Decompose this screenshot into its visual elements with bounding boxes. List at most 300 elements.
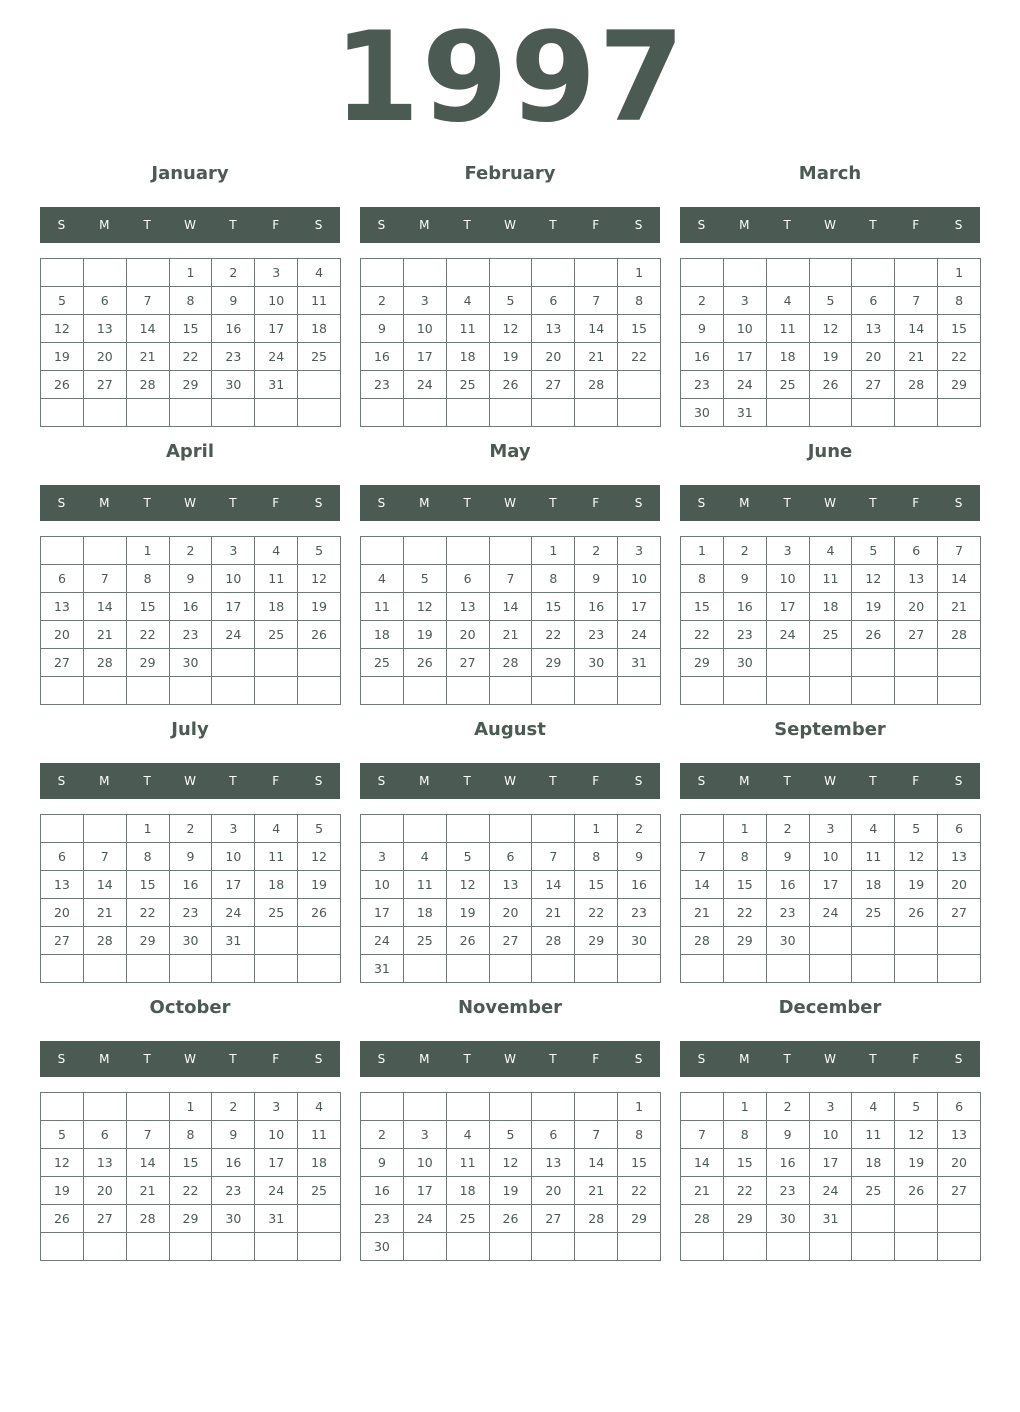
day-cell: 12 [447, 871, 490, 899]
day-cell: 26 [895, 1177, 938, 1205]
day-cell: 21 [127, 1177, 170, 1205]
day-cell: 29 [938, 371, 981, 399]
day-cell: 14 [895, 315, 938, 343]
empty-cell [938, 927, 981, 955]
day-cell: 11 [404, 871, 447, 899]
weekday-label: T [463, 1052, 471, 1066]
weekday-label: F [592, 774, 600, 788]
day-cell: 8 [681, 565, 724, 593]
day-cell: 28 [575, 1205, 618, 1233]
day-cell: 14 [681, 871, 724, 899]
empty-cell [681, 955, 724, 983]
empty-cell [298, 371, 341, 399]
day-cell: 8 [724, 843, 767, 871]
weekday-label: T [869, 774, 877, 788]
day-cell: 25 [852, 899, 895, 927]
empty-cell [170, 1233, 213, 1261]
weekday-label: F [272, 774, 280, 788]
day-cell: 11 [255, 565, 298, 593]
empty-cell [404, 399, 447, 427]
weekday-label: F [912, 1052, 920, 1066]
day-cell: 27 [41, 649, 84, 677]
day-cell: 6 [938, 1093, 981, 1121]
weekday-label: T [783, 218, 791, 232]
empty-cell [447, 677, 490, 705]
empty-cell [212, 1233, 255, 1261]
day-cell: 13 [532, 315, 575, 343]
month-name: November [457, 997, 563, 1018]
day-cell: 15 [724, 1149, 767, 1177]
day-cell: 16 [681, 343, 724, 371]
weekday-label: T [229, 218, 237, 232]
day-cell: 22 [618, 343, 661, 371]
day-cell: 15 [127, 593, 170, 621]
day-cell: 7 [532, 843, 575, 871]
day-cell: 17 [810, 1149, 853, 1177]
weekday-label: T [229, 496, 237, 510]
day-cell: 16 [170, 871, 213, 899]
day-cell: 23 [170, 899, 213, 927]
day-cell: 13 [938, 843, 981, 871]
day-cell: 30 [212, 371, 255, 399]
day-cell: 10 [618, 565, 661, 593]
day-cell: 2 [361, 1121, 404, 1149]
day-cell: 11 [298, 1121, 341, 1149]
empty-cell [618, 371, 661, 399]
month-name: October [149, 997, 231, 1018]
empty-cell [810, 259, 853, 287]
day-cell: 1 [532, 537, 575, 565]
day-cell: 26 [895, 899, 938, 927]
day-cell: 27 [490, 927, 533, 955]
empty-cell [575, 1233, 618, 1261]
weekday-label: T [463, 774, 471, 788]
day-cell: 17 [724, 343, 767, 371]
day-cell: 25 [255, 621, 298, 649]
day-cell: 6 [41, 565, 84, 593]
day-cell: 29 [575, 927, 618, 955]
empty-cell [255, 677, 298, 705]
day-cell: 11 [447, 315, 490, 343]
day-cell: 14 [490, 593, 533, 621]
empty-cell [532, 815, 575, 843]
weekday-label: S [57, 496, 66, 510]
empty-cell [618, 1233, 661, 1261]
empty-cell [84, 677, 127, 705]
day-cell: 9 [212, 287, 255, 315]
day-cell: 3 [361, 843, 404, 871]
weekday-label: F [912, 774, 920, 788]
weekday-label: S [634, 496, 643, 510]
day-cell: 29 [170, 1205, 213, 1233]
empty-cell [84, 259, 127, 287]
day-cell: 24 [618, 621, 661, 649]
day-cell: 13 [84, 315, 127, 343]
empty-cell [84, 537, 127, 565]
day-cell: 12 [298, 843, 341, 871]
day-grid [40, 814, 341, 983]
empty-cell [447, 955, 490, 983]
day-cell: 24 [404, 371, 447, 399]
day-cell: 31 [724, 399, 767, 427]
day-cell: 27 [938, 1177, 981, 1205]
day-cell: 20 [447, 621, 490, 649]
day-cell: 20 [895, 593, 938, 621]
day-cell: 4 [404, 843, 447, 871]
empty-cell [447, 1233, 490, 1261]
empty-cell [767, 259, 810, 287]
day-cell: 5 [895, 815, 938, 843]
weekday-label: M [739, 1052, 750, 1066]
weekday-label: W [824, 774, 836, 788]
day-cell: 10 [212, 565, 255, 593]
day-cell: 9 [767, 1121, 810, 1149]
day-cell: 9 [767, 843, 810, 871]
month-name: June [807, 441, 853, 462]
day-cell: 22 [532, 621, 575, 649]
day-cell: 3 [404, 1121, 447, 1149]
empty-cell [361, 259, 404, 287]
day-cell: 16 [361, 343, 404, 371]
day-cell: 8 [170, 1121, 213, 1149]
day-grid [40, 258, 341, 427]
day-cell: 20 [84, 343, 127, 371]
month-name: March [798, 163, 862, 184]
day-cell: 23 [681, 371, 724, 399]
day-cell: 9 [170, 843, 213, 871]
empty-cell [255, 649, 298, 677]
empty-cell [84, 815, 127, 843]
day-cell: 27 [532, 371, 575, 399]
month-name: December [778, 997, 882, 1018]
weekday-label: F [912, 218, 920, 232]
empty-cell [447, 1093, 490, 1121]
day-cell: 10 [255, 1121, 298, 1149]
empty-cell [767, 1233, 810, 1261]
weekday-label: S [314, 1052, 323, 1066]
weekday-label: M [99, 1052, 110, 1066]
day-cell: 24 [404, 1205, 447, 1233]
day-cell: 4 [852, 815, 895, 843]
empty-cell [404, 1233, 447, 1261]
empty-cell [681, 1093, 724, 1121]
day-cell: 1 [724, 815, 767, 843]
day-cell: 30 [618, 927, 661, 955]
empty-cell [852, 399, 895, 427]
day-cell: 20 [532, 343, 575, 371]
day-cell: 12 [41, 315, 84, 343]
day-cell: 29 [127, 649, 170, 677]
empty-cell [895, 1205, 938, 1233]
day-cell: 16 [767, 1149, 810, 1177]
day-cell: 22 [127, 621, 170, 649]
day-cell: 1 [170, 259, 213, 287]
empty-cell [41, 677, 84, 705]
empty-cell [490, 1093, 533, 1121]
day-cell: 4 [255, 537, 298, 565]
day-cell: 3 [212, 815, 255, 843]
day-cell: 18 [447, 1177, 490, 1205]
empty-cell [938, 955, 981, 983]
weekday-label: S [377, 1052, 386, 1066]
day-cell: 20 [84, 1177, 127, 1205]
empty-cell [895, 259, 938, 287]
day-cell: 6 [532, 1121, 575, 1149]
day-cell: 27 [84, 371, 127, 399]
day-cell: 22 [170, 343, 213, 371]
day-cell: 8 [575, 843, 618, 871]
day-cell: 30 [575, 649, 618, 677]
empty-cell [681, 815, 724, 843]
day-grid [360, 814, 661, 983]
day-cell: 13 [895, 565, 938, 593]
day-cell: 5 [298, 537, 341, 565]
day-cell: 19 [404, 621, 447, 649]
day-cell: 31 [255, 371, 298, 399]
empty-cell [810, 649, 853, 677]
day-cell: 25 [447, 371, 490, 399]
empty-cell [681, 1233, 724, 1261]
empty-cell [724, 1233, 767, 1261]
weekday-label: S [634, 218, 643, 232]
day-cell: 11 [810, 565, 853, 593]
day-cell: 23 [767, 899, 810, 927]
empty-cell [490, 259, 533, 287]
day-cell: 17 [810, 871, 853, 899]
day-cell: 4 [852, 1093, 895, 1121]
empty-cell [895, 1233, 938, 1261]
empty-cell [618, 677, 661, 705]
day-cell: 8 [724, 1121, 767, 1149]
day-cell: 19 [41, 343, 84, 371]
day-cell: 21 [575, 343, 618, 371]
day-cell: 10 [404, 315, 447, 343]
day-cell: 23 [767, 1177, 810, 1205]
day-cell: 15 [681, 593, 724, 621]
day-cell: 14 [681, 1149, 724, 1177]
day-cell: 20 [41, 899, 84, 927]
day-cell: 5 [852, 537, 895, 565]
empty-cell [532, 1233, 575, 1261]
day-cell: 12 [490, 1149, 533, 1177]
day-cell: 26 [298, 621, 341, 649]
day-cell: 10 [810, 1121, 853, 1149]
empty-cell [404, 537, 447, 565]
empty-cell [532, 259, 575, 287]
day-cell: 27 [852, 371, 895, 399]
day-grid [680, 814, 981, 983]
day-cell: 13 [84, 1149, 127, 1177]
day-cell: 28 [127, 1205, 170, 1233]
weekday-label: T [869, 1052, 877, 1066]
day-cell: 31 [212, 927, 255, 955]
day-cell: 29 [127, 927, 170, 955]
day-cell: 8 [170, 287, 213, 315]
empty-cell [84, 399, 127, 427]
empty-cell [938, 399, 981, 427]
day-cell: 23 [724, 621, 767, 649]
day-cell: 4 [767, 287, 810, 315]
day-cell: 20 [532, 1177, 575, 1205]
day-cell: 28 [681, 927, 724, 955]
weekday-label: W [824, 218, 836, 232]
day-cell: 29 [618, 1205, 661, 1233]
empty-cell [84, 1233, 127, 1261]
weekday-label: M [739, 496, 750, 510]
day-cell: 7 [84, 565, 127, 593]
day-cell: 21 [84, 621, 127, 649]
day-cell: 21 [575, 1177, 618, 1205]
day-cell: 10 [255, 287, 298, 315]
empty-cell [127, 1093, 170, 1121]
day-cell: 18 [852, 871, 895, 899]
weekday-label: F [272, 1052, 280, 1066]
day-cell: 21 [681, 899, 724, 927]
weekday-label: S [314, 774, 323, 788]
day-cell: 4 [447, 1121, 490, 1149]
weekday-label: M [419, 774, 430, 788]
day-grid [360, 536, 661, 705]
day-cell: 30 [724, 649, 767, 677]
day-cell: 7 [490, 565, 533, 593]
day-cell: 23 [361, 1205, 404, 1233]
day-cell: 2 [212, 259, 255, 287]
day-cell: 24 [361, 927, 404, 955]
day-cell: 3 [255, 1093, 298, 1121]
day-cell: 6 [852, 287, 895, 315]
weekday-label: T [783, 1052, 791, 1066]
day-cell: 17 [255, 1149, 298, 1177]
day-cell: 26 [490, 1205, 533, 1233]
empty-cell [255, 927, 298, 955]
day-cell: 9 [618, 843, 661, 871]
day-cell: 13 [41, 871, 84, 899]
day-cell: 18 [447, 343, 490, 371]
weekday-label: W [184, 774, 196, 788]
day-cell: 17 [212, 871, 255, 899]
day-cell: 11 [767, 315, 810, 343]
weekday-label: S [697, 1052, 706, 1066]
day-cell: 29 [724, 927, 767, 955]
day-cell: 27 [895, 621, 938, 649]
weekday-label: W [824, 496, 836, 510]
day-cell: 6 [490, 843, 533, 871]
day-cell: 16 [170, 593, 213, 621]
empty-cell [404, 955, 447, 983]
day-cell: 5 [404, 565, 447, 593]
day-cell: 24 [810, 899, 853, 927]
day-cell: 24 [767, 621, 810, 649]
day-cell: 5 [810, 287, 853, 315]
day-cell: 30 [170, 927, 213, 955]
weekday-label: W [184, 496, 196, 510]
day-grid [40, 1092, 341, 1261]
empty-cell [298, 649, 341, 677]
day-cell: 14 [127, 1149, 170, 1177]
day-cell: 7 [575, 1121, 618, 1149]
day-cell: 3 [404, 287, 447, 315]
weekday-header [360, 763, 660, 799]
weekday-label: S [314, 496, 323, 510]
day-cell: 12 [41, 1149, 84, 1177]
weekday-header [680, 1041, 980, 1077]
day-cell: 6 [532, 287, 575, 315]
empty-cell [298, 1205, 341, 1233]
day-cell: 27 [532, 1205, 575, 1233]
day-cell: 27 [41, 927, 84, 955]
weekday-label: M [99, 496, 110, 510]
day-cell: 19 [447, 899, 490, 927]
day-cell: 14 [575, 1149, 618, 1177]
weekday-label: T [549, 496, 557, 510]
empty-cell [212, 677, 255, 705]
empty-cell [767, 955, 810, 983]
day-cell: 22 [575, 899, 618, 927]
day-cell: 12 [895, 1121, 938, 1149]
day-cell: 2 [681, 287, 724, 315]
day-cell: 31 [255, 1205, 298, 1233]
day-cell: 7 [681, 843, 724, 871]
month-name: May [489, 441, 531, 462]
weekday-label: F [912, 496, 920, 510]
day-cell: 5 [490, 1121, 533, 1149]
empty-cell [895, 955, 938, 983]
weekday-label: M [419, 1052, 430, 1066]
day-cell: 1 [618, 259, 661, 287]
day-cell: 3 [212, 537, 255, 565]
day-cell: 1 [127, 815, 170, 843]
day-cell: 11 [852, 1121, 895, 1149]
empty-cell [41, 259, 84, 287]
weekday-label: W [504, 218, 516, 232]
day-cell: 2 [170, 537, 213, 565]
day-cell: 26 [41, 1205, 84, 1233]
day-cell: 30 [681, 399, 724, 427]
day-cell: 6 [84, 1121, 127, 1149]
empty-cell [127, 955, 170, 983]
day-cell: 10 [810, 843, 853, 871]
day-cell: 23 [575, 621, 618, 649]
empty-cell [895, 927, 938, 955]
empty-cell [447, 537, 490, 565]
day-cell: 29 [724, 1205, 767, 1233]
weekday-label: S [57, 218, 66, 232]
empty-cell [810, 399, 853, 427]
day-cell: 25 [404, 927, 447, 955]
weekday-label: F [592, 218, 600, 232]
day-cell: 31 [361, 955, 404, 983]
empty-cell [681, 677, 724, 705]
day-cell: 12 [810, 315, 853, 343]
day-cell: 10 [361, 871, 404, 899]
day-cell: 14 [127, 315, 170, 343]
day-cell: 28 [681, 1205, 724, 1233]
day-grid [360, 1092, 661, 1261]
day-cell: 4 [298, 1093, 341, 1121]
day-cell: 12 [298, 565, 341, 593]
day-cell: 28 [532, 927, 575, 955]
day-cell: 14 [575, 315, 618, 343]
day-cell: 11 [298, 287, 341, 315]
day-cell: 28 [84, 649, 127, 677]
day-cell: 23 [361, 371, 404, 399]
empty-cell [447, 259, 490, 287]
day-cell: 24 [255, 343, 298, 371]
day-cell: 22 [938, 343, 981, 371]
day-cell: 5 [447, 843, 490, 871]
empty-cell [84, 1093, 127, 1121]
day-cell: 22 [170, 1177, 213, 1205]
